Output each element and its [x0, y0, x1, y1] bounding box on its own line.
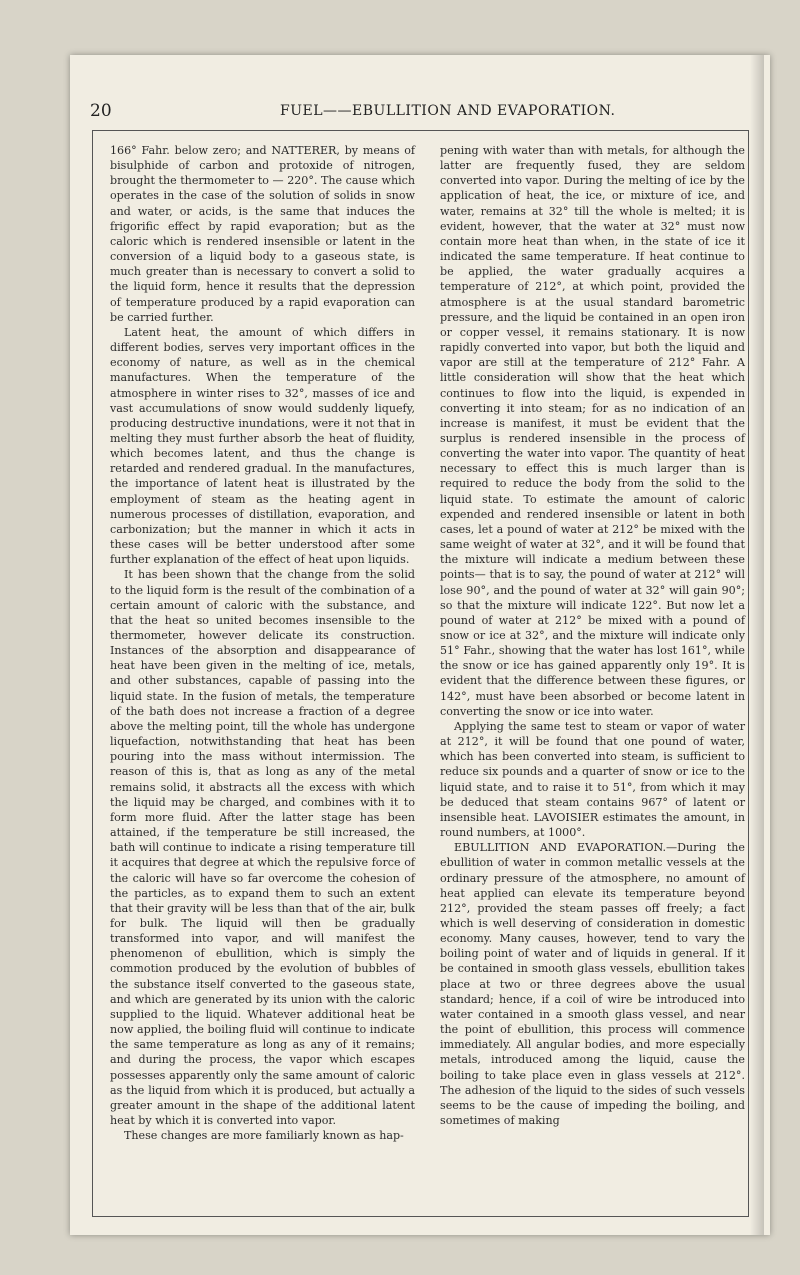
paragraph: pening with water than with metals, for although the latter are frequently fused, they are seldom converted into vapor. During the melting of ice by the application of heat, the ice, or mixture of ice, and water, remains at 32° till the whole is melted; it is evident, however, that the water at 32° must now contain more heat than when, in the state of ice it indicated the same temperature. If heat continue to be applied, the water gradually acquires a temperature of 212°, at which point, provided the atmosphere is at the usual standard barometric pressure, and the liquid be contained in an open iron or copper vessel, it remains stationary. It is now rapidly converted into vapor, but both the liquid and vapor are still at the temperature of 212° Fahr. A little consideration will show that the heat which continues to flow into the liquid, is expended in converting it into steam; for as no indication of an increase is manifest, it must be evident that the surplus is rendered insensible in the process of converting the water into vapor. The quantity of heat necessary to effect this is much larger than is required to reduce the body from the solid to the liquid state. To estimate the amount of caloric expended and rendered insensible or latent in both cases, let a pound of water at 212° be mixed with the same weight of water at 32°, and it will be found that the mixture will indicate a medium between these points— that is to say, the pound of water at 212° will lose 90°, and the pound of water at 32° will gain 90°; so that the mixture will indicate 122°. But now let a pound of water at 212° be mixed with a pound of snow or ice at 32°, and the mixture will indicate only 51° Fahr., showing that the water has lost 161°, while the snow or ice has gained apparently only 19°. It is evident that the difference between these figures, or 142°, must have been absorbed or become latent in converting the snow or ice into water. — [440, 144, 745, 718]
right-column — [440, 143, 745, 1128]
paragraph: These changes are more familiarly known as hap- — [124, 1129, 404, 1143]
page-fold-shadow — [750, 55, 764, 1235]
page-number: 20 — [90, 101, 112, 121]
paragraph: Latent heat, the amount of which differs in different bodies, serves very important offices in the economy of nature, as well as in the chemical manufactures. When the temperature of the atmosphere in winter rises to 32°, masses of ice and vast accumulations of snow would suddenly liquefy, producing destructive inundations, were it not that in melting they must further absorb the heat of fluidity, which becomes latent, and thus the change is retarded and rendered gradual. In the manufactures, the importance of latent heat is illustrated by the employment of steam as the heating agent in numerous processes of distillation, evaporation, and carbonization; but the manner in which it acts in these cases will be better understood after some further explanation of the effect of heat upon liquids. — [110, 325, 415, 567]
paragraph: Applying the same test to steam or vapor of water at 212°, it will be found that one pound of water, which has been converted into steam, is sufficient to reduce six pounds and a quarter of snow or ice to the liquid state, and to raise it to 51°, from which it may be deduced that steam contains 967° of latent or insensible heat. LAVOISIER estimates the amount, in round numbers, at 1000°. — [440, 719, 745, 840]
book-page — [70, 55, 770, 1235]
running-head: FUEL——EBULLITION AND EVAPORATION. — [280, 103, 616, 119]
paragraph: EBULLITION AND EVAPORATION.—During the ebullition of water in common metallic vessels at the ordinary pressure of the atmosphere, no amount of heat applied can elevate its temperature beyond 212°, provided the steam passes off freely; a fact which is well deserving of consideration in domestic economy. Many causes, however, tend to vary the boiling point of water and of liquids in general. If it be contained in smooth glass vessels, ebullition takes place at two or three degrees above the usual standard; hence, if a coil of wire be introduced into water contained in a smooth glass vessel, and near the point of ebullition, this process will commence immediately. All angular bodies, and more especially metals, introduced among the liquid, cause the boiling to take place even in glass vessels at 212°. The adhesion of the liquid to the sides of such vessels seems to be the cause of impeding the boiling, and sometimes of making — [440, 841, 745, 1127]
paragraph: It has been shown that the change from the solid to the liquid form is the result of the combination of a certain amount of caloric with the substance, and that the heat so united becomes insensible to the thermometer, however delicate its construction. Instances of the absorption and disappearance of heat have been given in the melting of ice, metals, and other substances, capable of passing into the liquid state. In the fusion of metals, the temperature of the bath does not increase a fraction of a degree above the melting point, till the whole has undergone liquefaction, notwithstanding that heat has been pouring into the mass without intermission. The reason of this is, that as long as any of the metal remains solid, it abstracts all the excess with which the liquid may be charged, and combines with it to form more fluid. After the latter stage has been attained, if the temperature be still increased, the bath will continue to indicate a rising temperature till it acquires that degree at which the repulsive force of the caloric will have so far overcome the cohesion of the particles, as to expand them to such an extent that their gravity will be less than that of the air, bulk for bulk. The liquid will then be gradually transformed into vapor, and will manifest the phenomenon of ebullition, which is simply the commotion produced by the evolution of bubbles of the substance itself converted to the gaseous state, and which are generated by its union with the caloric supplied to the liquid. Whatever additional heat be now applied, the boiling fluid will continue to indicate the same temperature as long as any of it remains; and during the process, the vapor which escapes possesses apparently only the same amount of caloric as the liquid from which it is produced, but actually a greater amount in the shape of the additional latent heat by which it is converted into vapor. — [110, 568, 415, 1127]
page-header — [70, 95, 770, 123]
paragraph: 166° Fahr. below zero; and NATTERER, by means of bisulphide of carbon and protoxide of nitrogen, brought the thermometer to — 220°. The cause which operates in the case of the solution of solids in snow and water, or acids, is the same that induces the frigorific effect by rapid evaporation; but as the caloric which is rendered insensible or latent in the conversion of a liquid body to a gaseous state, is much greater than is necessary to convert a solid to the liquid form, hence it results that the depression of temperature produced by a rapid evaporation can be carried further. — [110, 144, 415, 324]
left-column — [110, 143, 415, 1143]
